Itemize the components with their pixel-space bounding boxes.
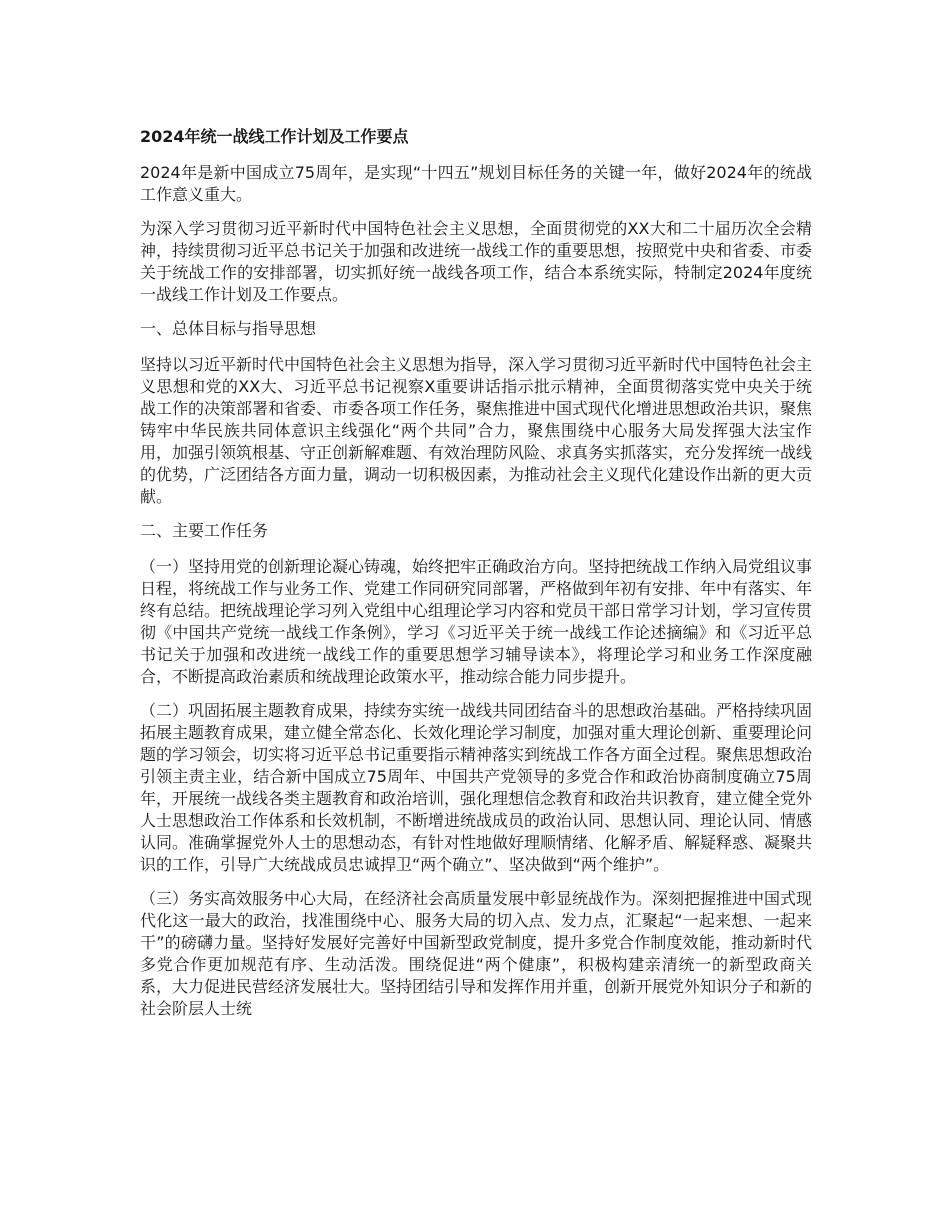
document-body <box>140 126 812 1032</box>
task-item-1: （一）坚持用党的创新理论凝心铸魂，始终把牢正确政治方向。坚持把统战工作纳入局党组议事日程，将统战工作与业务工作、党建工作同研究同部署，严格做到年初有安排、年中有落实、年终有总结。把统战理论学习列入党组中心组理论学习内容和党员干部日常学习计划，学习宣传贯彻《中国共产党统一战线工作条例》，学习《习近平关于统一战线工作论述摘编》和《习近平总书记关于加强和改进统一战线工作的重要思想学习辅导读本》，将理论学习和业务工作深度融合，不断提高政治素质和统战理论政策水平，推动综合能力同步提升。 <box>140 557 813 686</box>
intro-paragraph-2: 为深入学习贯彻习近平新时代中国特色社会主义思想，全面贯彻党的XX大和二十届历次全会精神，持续贯彻习近平总书记关于加强和改进统一战线工作的重要思想，按照党中央和省委、市委关于统战工作的安排部署，切实抓好统一战线各项工作，结合本系统实际，特制定2024年度统一战线工作计划及工作要点。 <box>140 219 813 304</box>
document-title: 2024年统一战线工作计划及工作要点 <box>140 127 409 146</box>
section-heading-1: 一、总体目标与指导思想 <box>140 319 317 338</box>
task-item-3: （三）务实高效服务中心大局，在经济社会高质量发展中彰显统战作为。深刻把握推进中国式现代化这一最大的政治，找准围绕中心、服务大局的切入点、发力点，汇聚起“一起来想、一起来干”的磅礴力量。坚持好发展好完善好中国新型政党制度，提升多党合作制度效能，推动新时代多党合作更加规范有序、生动活泼。围绕促进“两个健康”，积极构建亲清统一的新型政商关系，大力促进民营经济发展壮大。坚持团结引导和发挥作用并重，创新开展党外知识分子和新的社会阶层人士统 <box>140 889 813 1018</box>
section-heading-2: 二、主要工作任务 <box>140 521 269 540</box>
intro-paragraph-1: 2024年是新中国成立75周年，是实现“十四五”规划目标任务的关键一年，做好2024年的统战工作意义重大。 <box>140 163 812 204</box>
task-item-2: （二）巩固拓展主题教育成果，持续夯实统一战线共同团结奋斗的思想政治基础。严格持续巩固拓展主题教育成果，建立健全常态化、长效化理论学习制度，加强对重大理论创新、重要理论问题的学习领会，切实将习近平总书记重要指示精神落实到统战工作各方面全过程。聚焦思想政治引领主责主业，结合新中国成立75周年、中国共产党领导的多党合作和政治协商制度确立75周年，开展统一战线各类主题教育和政治培训，强化理想信念教育和政治共识教育，建立健全党外人士思想政治工作体系和长效机制，不断增进统战成员的政治认同、思想认同、理论认同、情感认同。准确掌握党外人士的思想动态，有针对性地做好理顺情绪、化解矛盾、解疑释惑、凝聚共识的工作，引导广大统战成员忠诚捍卫“两个确立”、坚决做到“两个维护”。 <box>140 701 813 874</box>
section-1-paragraph: 坚持以习近平新时代中国特色社会主义思想为指导，深入学习贯彻习近平新时代中国特色社会主义思想和党的XX大、习近平总书记视察X重要讲话指示批示精神，全面贯彻落实党中央关于统战工作的决策部署和省委、市委各项工作任务，聚焦推进中国式现代化增进思想政治共识，聚焦铸牢中华民族共同体意识主线强化“两个共同”合力，聚焦围绕中心服务大局发挥强大法宝作用，加强引领筑根基、守正创新解难题、有效治理防风险、求真务实抓落实，充分发挥统一战线的优势，广泛团结各方面力量，调动一切积极因素，为推动社会主义现代化建设作出新的更大贡献。 <box>140 355 813 506</box>
